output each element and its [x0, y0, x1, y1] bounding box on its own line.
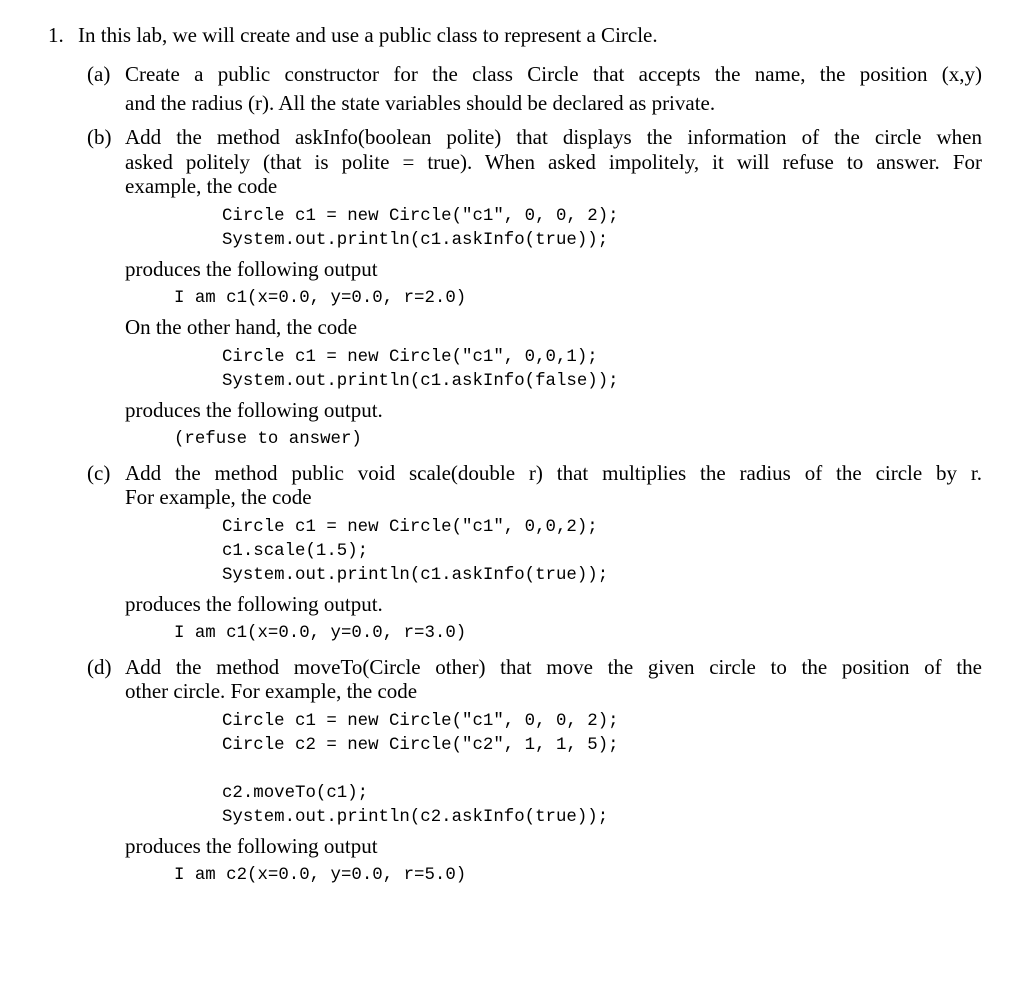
part-d-output: I am c2(x=0.0, y=0.0, r=5.0): [174, 866, 467, 885]
part-b-label: (b): [87, 125, 112, 149]
part-d-code-line-4: c2.moveTo(c1);: [222, 784, 369, 803]
part-b-code1-line-1: Circle c1 = new Circle("c1", 0, 0, 2);: [222, 207, 619, 226]
part-d-line-1: Add the method moveTo(Circle other) that move the given circle to the position of the: [125, 655, 982, 679]
question-intro: In this lab, we will create and use a public class to represent a Circle.: [78, 23, 658, 47]
part-a-label: (a): [87, 62, 111, 86]
question-number: 1.: [48, 23, 64, 47]
part-d-code-line-2: Circle c2 = new Circle("c2", 1, 1, 5);: [222, 736, 619, 755]
part-c-produces: produces the following output.: [125, 592, 383, 616]
part-c-code-line-3: System.out.println(c1.askInfo(true));: [222, 566, 609, 585]
part-b-code2-line-1: Circle c1 = new Circle("c1", 0,0,1);: [222, 348, 598, 367]
part-b-code2-line-2: System.out.println(c1.askInfo(false));: [222, 372, 619, 391]
part-b-output-2: (refuse to answer): [174, 430, 362, 449]
part-c-line-1: Add the method public void scale(double r) that multiplies the radius of the circle by r.: [125, 461, 982, 485]
part-b-line-2: asked politely (that is polite = true). When asked impolitely, it will refuse to answer. For: [125, 150, 982, 174]
part-b-line-1: Add the method askInfo(boolean polite) that displays the information of the circle when: [125, 125, 982, 149]
part-b-code1-line-2: System.out.println(c1.askInfo(true));: [222, 231, 609, 250]
part-c-code-line-1: Circle c1 = new Circle("c1", 0,0,2);: [222, 518, 598, 537]
part-c-line-2: For example, the code: [125, 485, 312, 509]
part-d-code-line-1: Circle c1 = new Circle("c1", 0, 0, 2);: [222, 712, 619, 731]
part-b-line-3: example, the code: [125, 174, 278, 198]
part-c-code-line-2: c1.scale(1.5);: [222, 542, 369, 561]
part-b-other-hand: On the other hand, the code: [125, 315, 358, 339]
part-d-produces: produces the following output: [125, 834, 378, 858]
part-d-code-line-5: System.out.println(c2.askInfo(true));: [222, 808, 609, 827]
part-a-line-1: Create a public constructor for the class Circle that accepts the name, the position (x,y): [125, 62, 982, 86]
part-d-line-2: other circle. For example, the code: [125, 679, 418, 703]
part-a-line-2: and the radius (r). All the state variables should be declared as private.: [125, 91, 716, 115]
part-d-label: (d): [87, 655, 112, 679]
part-c-output: I am c1(x=0.0, y=0.0, r=3.0): [174, 624, 467, 643]
part-c-label: (c): [87, 461, 111, 485]
part-b-output-1: I am c1(x=0.0, y=0.0, r=2.0): [174, 289, 467, 308]
part-b-produces-2: produces the following output.: [125, 398, 383, 422]
part-b-produces-1: produces the following output: [125, 257, 378, 281]
